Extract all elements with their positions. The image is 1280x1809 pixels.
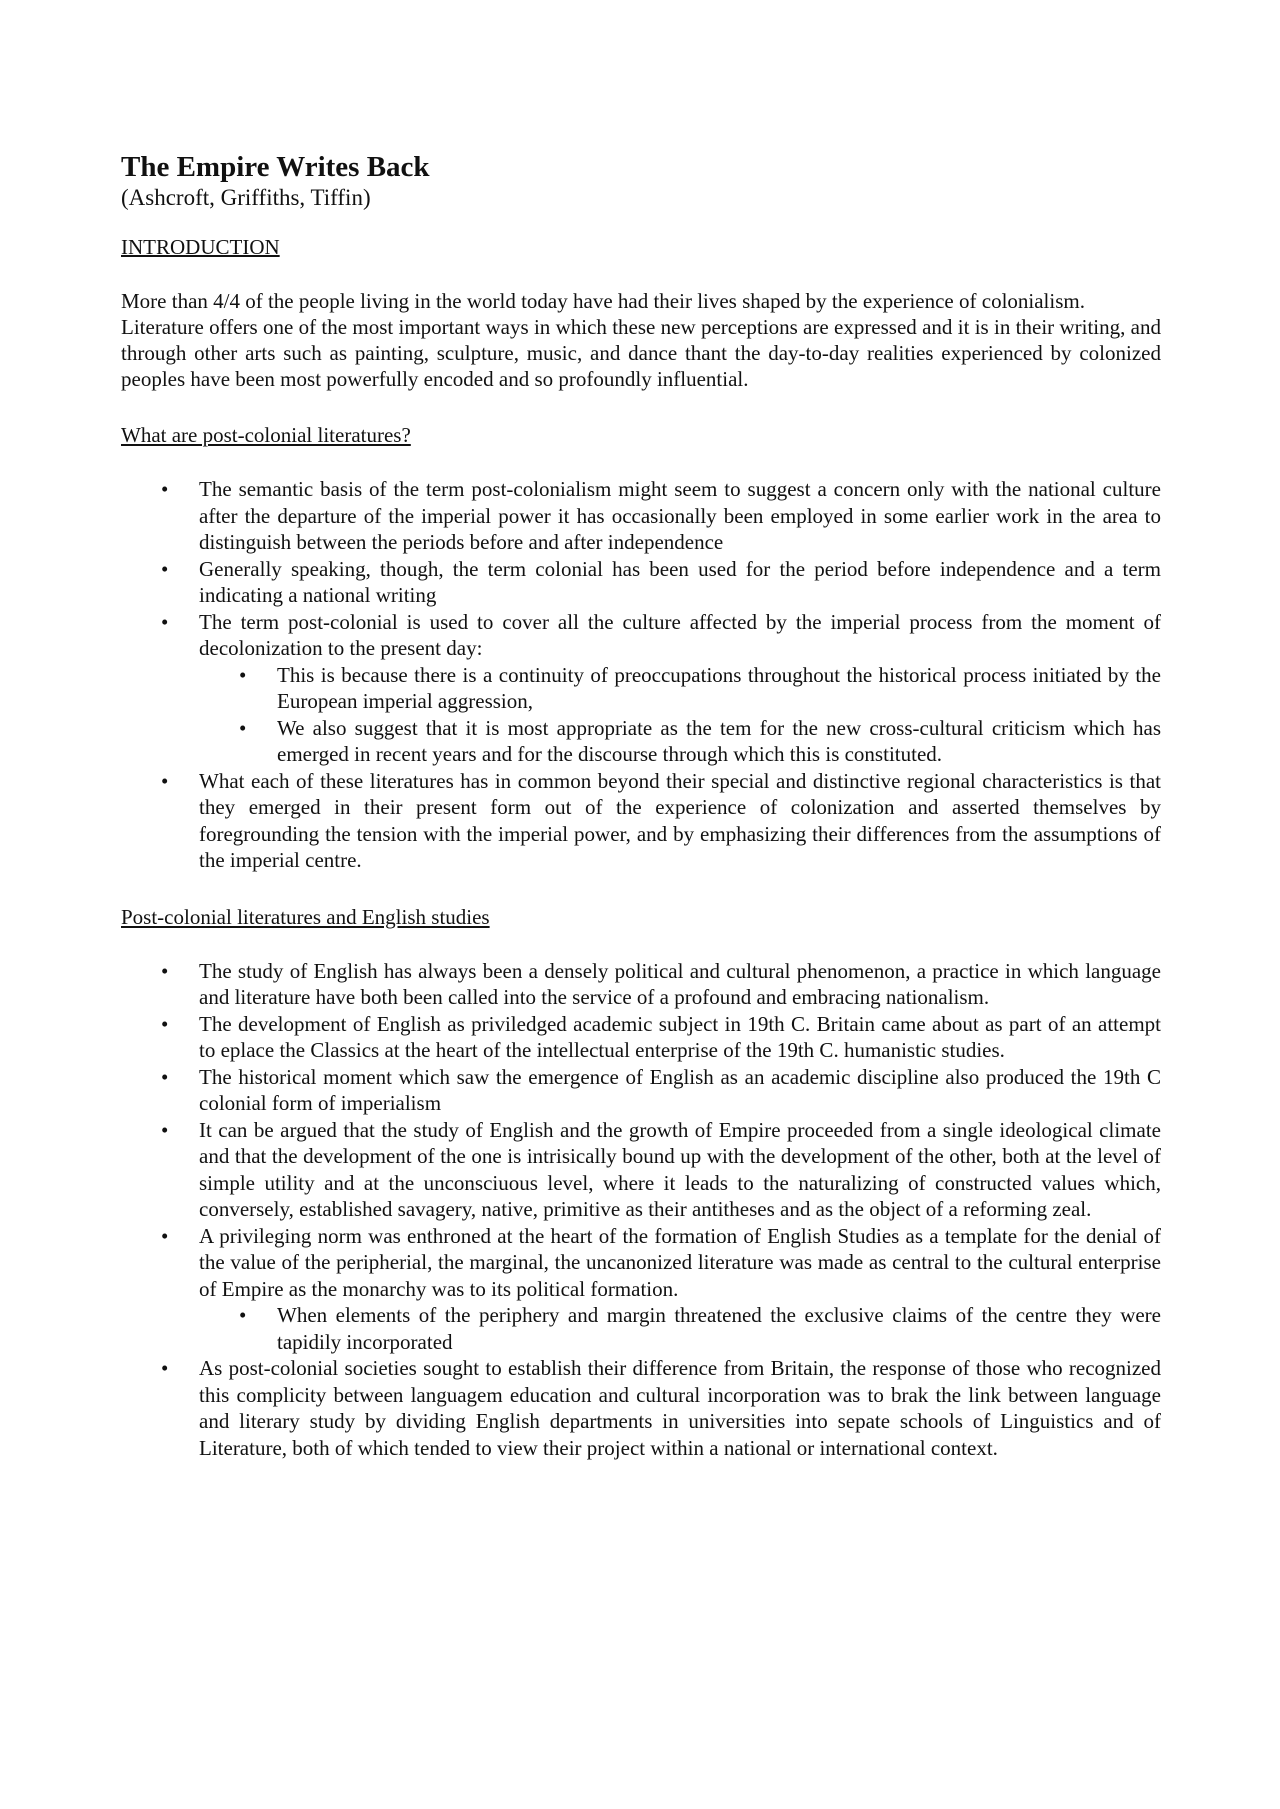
- bullet-glyph: •: [161, 1117, 169, 1142]
- bullet-glyph: •: [161, 768, 169, 793]
- list-item-text: The development of English as priviledged academic subject in 19th C. Britain came about as part of an attempt to eplace the Classics at the heart of the intellectual enterprise of the 19th C. humanistic studies.: [199, 1011, 1161, 1062]
- bullet-glyph: •: [161, 1223, 169, 1248]
- intro-paragraph: Literature offers one of the most important ways in which these new perceptions are expressed and it is in their writing, and through other arts such as painting, sculpture, music, and dance thant the day-to-day realities experienced by colonized peoples have been most powerfully encoded and so profoundly influential.: [121, 315, 1161, 391]
- list-item-text: The study of English has always been a densely political and cultural phenomenon, a practice in which language and literature have both been called into the service of a profound and embracing nationalism.: [199, 958, 1161, 1009]
- list-item-text: The semantic basis of the term post-colonialism might seem to suggest a concern only with the national culture after the departure of the imperial power it has occasionally been employed in some earlier work in the area to distinguish between the periods before and after independence: [199, 477, 1161, 554]
- list-item: [121, 1064, 1161, 1117]
- list-item-text: The historical moment which saw the emergence of English as an academic discipline also produced the 19th C colonial form of imperialism: [199, 1064, 1161, 1115]
- list-item-text: It can be argued that the study of English and the growth of Empire proceeded from a single ideological climate and that the development of the one is intrisically bound up with the development of the other, both at the level of simple utility and at the unconsciuous level, where it leads to the naturalizing of constructed values which, conversely, established savagery, native, primitive as their antitheses and as the object of a reforming zeal.: [199, 1117, 1161, 1221]
- sub-list-item-text: When elements of the periphery and margin threatened the exclusive claims of the centre they were tapidily incorporated: [277, 1303, 1161, 1354]
- bullet-glyph: •: [161, 1011, 169, 1036]
- introduction-body: [121, 288, 1161, 392]
- list-item: [121, 556, 1161, 609]
- sub-bullet-list: [199, 662, 1161, 768]
- bullet-list-post-colonial-literatures: [121, 476, 1161, 874]
- bullet-glyph: •: [161, 1064, 169, 1089]
- list-item: [121, 768, 1161, 874]
- intro-paragraph: More than 4/4 of the people living in the world today have had their lives shaped by the experience of colonialism.: [121, 289, 1085, 313]
- sub-list-item: [199, 1302, 1161, 1355]
- list-item: [121, 1355, 1161, 1461]
- bullet-glyph: •: [239, 662, 247, 687]
- bullet-glyph: •: [239, 1303, 247, 1327]
- list-item-text: Generally speaking, though, the term colonial has been used for the period before independence and a term indicating a national writing: [199, 556, 1161, 607]
- introduction-heading: INTRODUCTION: [121, 235, 280, 259]
- bullet-glyph: •: [161, 1356, 169, 1380]
- bullet-glyph: •: [239, 715, 247, 740]
- sub-list-item: [199, 662, 1161, 715]
- section-heading-english-studies: Post-colonial literatures and English studies: [121, 904, 490, 929]
- document-authors: (Ashcroft, Griffiths, Tiffin): [121, 185, 371, 210]
- list-item-text: What each of these literatures has in common beyond their special and distinctive regional characteristics is that they emerged in their present form out of the experience of colonization and asserted themselves by foregrounding the tension with the imperial power, and by emphasizing their differences from the assumptions of the imperial centre.: [199, 768, 1161, 872]
- bullet-glyph: •: [161, 609, 169, 634]
- bullet-glyph: •: [161, 958, 169, 983]
- list-item-text: The term post-colonial is used to cover all the culture affected by the imperial process from the moment of decolonization to the present day:: [199, 609, 1161, 660]
- sub-list-item: [199, 715, 1161, 768]
- sub-bullet-list: [199, 1302, 1161, 1355]
- sub-list-item-text: We also suggest that it is most appropriate as the tem for the new cross-cultural criticism which has emerged in recent years and for the discourse through which this is constituted.: [277, 715, 1161, 766]
- list-item: [121, 476, 1161, 556]
- list-item-text: A privileging norm was enthroned at the heart of the formation of English Studies as a template for the denial of the value of the peripherial, the marginal, the uncanonized literature was made as central to the cultural enterprise of Empire as the monarchy was to its political formation.: [199, 1223, 1161, 1301]
- list-item: [121, 1117, 1161, 1223]
- bullet-list-english-studies: [121, 958, 1161, 1462]
- sub-list-item-text: This is because there is a continuity of preoccupations throughout the historical process initiated by the European imperial aggression,: [277, 662, 1161, 713]
- list-item: [121, 1011, 1161, 1064]
- list-item: [121, 609, 1161, 768]
- bullet-glyph: •: [161, 477, 169, 501]
- list-item: [121, 1223, 1161, 1356]
- list-item: [121, 958, 1161, 1011]
- section-heading-post-colonial-literatures: What are post-colonial literatures?: [121, 423, 411, 447]
- bullet-glyph: •: [161, 556, 169, 581]
- document-title: The Empire Writes Back: [121, 151, 430, 183]
- list-item-text: As post-colonial societies sought to establish their difference from Britain, the response of those who recognized this complicity between languagem education and cultural incorporation was to brak the link between language and literary study by dividing English departments in universities into sepate schools of Linguistics and of Literature, both of which tended to view their project within a national or international context.: [199, 1356, 1161, 1460]
